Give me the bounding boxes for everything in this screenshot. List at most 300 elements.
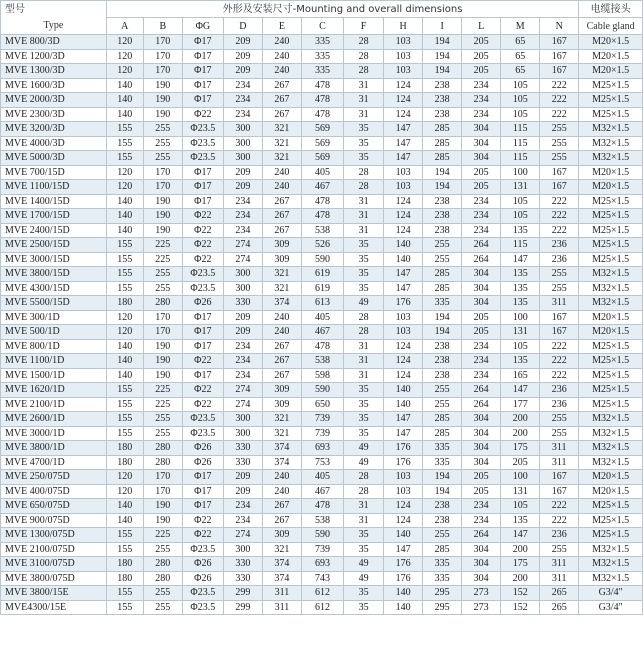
dimension-cell: 255 <box>540 412 579 427</box>
dimension-cell: 170 <box>143 165 182 180</box>
dimension-cell: 167 <box>540 310 579 325</box>
dimension-cell: Φ17 <box>182 499 223 514</box>
dimension-cell: 285 <box>423 542 462 557</box>
dimension-cell: 304 <box>462 136 501 151</box>
dimension-cell: 35 <box>344 542 384 557</box>
dimension-cell: 180 <box>106 557 143 572</box>
dimension-cell: 612 <box>301 586 343 601</box>
dimension-cell: 693 <box>301 441 343 456</box>
dimension-cell: 304 <box>462 122 501 137</box>
dimension-cell: 304 <box>462 412 501 427</box>
model-type-cell: MVE 2400/15D <box>1 223 107 238</box>
dimension-cell: 170 <box>143 325 182 340</box>
cable-gland-cell: M32×1.5 <box>579 557 643 572</box>
dimension-cell: 650 <box>301 397 343 412</box>
dimension-cell: 49 <box>344 571 384 586</box>
model-type-cell: MVE 500/1D <box>1 325 107 340</box>
dimension-cell: 147 <box>384 267 423 282</box>
model-type-cell: MVE 3800/15E <box>1 586 107 601</box>
dimension-cell: 35 <box>344 586 384 601</box>
dimension-cell: 274 <box>223 238 262 253</box>
dimension-cell: 35 <box>344 238 384 253</box>
dimension-cell: 240 <box>262 310 301 325</box>
dimension-cell: 405 <box>301 165 343 180</box>
dimension-cell: 115 <box>501 238 540 253</box>
dimension-cell: Φ26 <box>182 441 223 456</box>
dimension-cell: 304 <box>462 296 501 311</box>
dimension-cell: 170 <box>143 470 182 485</box>
dimension-cell: 240 <box>262 35 301 50</box>
dimension-cell: 478 <box>301 93 343 108</box>
model-type-cell: MVE 3000/15D <box>1 252 107 267</box>
dimension-cell: 190 <box>143 194 182 209</box>
dimension-cell: 238 <box>423 368 462 383</box>
model-type-cell: MVE 1100/1D <box>1 354 107 369</box>
dimension-cell: 265 <box>540 600 579 615</box>
dimension-cell: 120 <box>106 310 143 325</box>
dimension-cell: 267 <box>262 368 301 383</box>
dimension-cell: 209 <box>223 325 262 340</box>
cable-gland-cell: M32×1.5 <box>579 151 643 166</box>
dimension-cell: 234 <box>223 513 262 528</box>
dimension-cell: 478 <box>301 209 343 224</box>
dimension-cell: 65 <box>501 49 540 64</box>
dimension-cell: 103 <box>384 180 423 195</box>
cable-gland-cell: M20×1.5 <box>579 470 643 485</box>
table-row <box>1 383 643 398</box>
dimension-cell: 311 <box>540 455 579 470</box>
cable-gland-cell: M32×1.5 <box>579 267 643 282</box>
table-row <box>1 499 643 514</box>
dimension-cell: 255 <box>540 542 579 557</box>
dimension-cell: 236 <box>540 397 579 412</box>
dimension-cell: 238 <box>423 209 462 224</box>
dimension-cell: 124 <box>384 368 423 383</box>
dimension-cell: 120 <box>106 165 143 180</box>
dimension-cell: 569 <box>301 122 343 137</box>
dimension-cell: 155 <box>106 281 143 296</box>
table-row <box>1 455 643 470</box>
dimension-cell: 309 <box>262 528 301 543</box>
dimension-cell: 739 <box>301 426 343 441</box>
dimension-cell: 120 <box>106 470 143 485</box>
dimension-cell: 28 <box>344 165 384 180</box>
dimension-cell: 311 <box>262 586 301 601</box>
cable-gland-cell: M32×1.5 <box>579 122 643 137</box>
dimension-cell: 234 <box>462 194 501 209</box>
dimension-cell: 236 <box>540 528 579 543</box>
dimension-cell: 335 <box>423 557 462 572</box>
dimension-cell: 304 <box>462 455 501 470</box>
dimension-cell: 124 <box>384 194 423 209</box>
table-row <box>1 49 643 64</box>
dimension-cell: 274 <box>223 383 262 398</box>
dimension-cell: 374 <box>262 557 301 572</box>
dimension-cell: 285 <box>423 136 462 151</box>
type-header-cn: 型号 <box>1 1 107 18</box>
dimension-cell: 115 <box>501 151 540 166</box>
dimension-cell: 234 <box>223 223 262 238</box>
dimension-cell: 255 <box>143 426 182 441</box>
cable-gland-cell: M25×1.5 <box>579 223 643 238</box>
dimension-cell: 155 <box>106 542 143 557</box>
dimension-cell: 177 <box>501 397 540 412</box>
table-row <box>1 223 643 238</box>
table-row <box>1 571 643 586</box>
dimension-cell: Φ17 <box>182 194 223 209</box>
model-type-cell: MVE 3800/15D <box>1 267 107 282</box>
dimension-cell: Φ26 <box>182 296 223 311</box>
dimension-cell: 100 <box>501 165 540 180</box>
model-type-cell: MVE 2100/075D <box>1 542 107 557</box>
dimension-cell: 194 <box>423 310 462 325</box>
dimension-cell: 304 <box>462 441 501 456</box>
cable-gland-cell: M32×1.5 <box>579 136 643 151</box>
dimension-cell: 222 <box>540 339 579 354</box>
dimension-cell: 311 <box>540 296 579 311</box>
dimension-cell: 209 <box>223 35 262 50</box>
cable-gland-cell: M32×1.5 <box>579 455 643 470</box>
dimension-cell: 238 <box>423 194 462 209</box>
cable-gland-cell: M20×1.5 <box>579 165 643 180</box>
dimension-cell: 300 <box>223 151 262 166</box>
cable-gland-cell: M25×1.5 <box>579 339 643 354</box>
dimension-cell: Φ22 <box>182 223 223 238</box>
dimension-cell: 190 <box>143 339 182 354</box>
dimension-cell: 300 <box>223 426 262 441</box>
dimension-cell: 120 <box>106 49 143 64</box>
table-row <box>1 35 643 50</box>
dimension-cell: 175 <box>501 441 540 456</box>
model-type-cell: MVE 5000/3D <box>1 151 107 166</box>
dimension-cell: 105 <box>501 339 540 354</box>
dimension-cell: 209 <box>223 484 262 499</box>
dimension-cell: 167 <box>540 325 579 340</box>
dimension-cell: 255 <box>540 136 579 151</box>
dimension-cell: 538 <box>301 513 343 528</box>
dimension-cell: 147 <box>384 426 423 441</box>
dimension-cell: 330 <box>223 557 262 572</box>
dimension-cell: 140 <box>384 383 423 398</box>
dimension-cell: 209 <box>223 165 262 180</box>
table-row <box>1 354 643 369</box>
dimension-cell: 753 <box>301 455 343 470</box>
dimension-cell: 274 <box>223 252 262 267</box>
model-type-cell: MVE 1600/3D <box>1 78 107 93</box>
dimension-cell: 28 <box>344 310 384 325</box>
cable-gland-cell: G3/4" <box>579 586 643 601</box>
dimension-cell: 238 <box>423 107 462 122</box>
dimension-cell: 225 <box>143 238 182 253</box>
cable-gland-cell: M32×1.5 <box>579 441 643 456</box>
cable-gland-cell: M32×1.5 <box>579 296 643 311</box>
dimension-cell: 405 <box>301 310 343 325</box>
dimension-cell: 205 <box>462 325 501 340</box>
table-row <box>1 281 643 296</box>
dimension-cell: 300 <box>223 136 262 151</box>
dimension-cell: 240 <box>262 49 301 64</box>
cable-gland-cell: M20×1.5 <box>579 64 643 79</box>
dimension-cell: 103 <box>384 484 423 499</box>
dimension-cell: 35 <box>344 136 384 151</box>
dimension-cell: Φ17 <box>182 310 223 325</box>
table-row <box>1 470 643 485</box>
dimension-cell: 478 <box>301 107 343 122</box>
dimension-cell: 140 <box>106 194 143 209</box>
dimension-cell: 35 <box>344 281 384 296</box>
dimension-cell: 238 <box>423 223 462 238</box>
table-row <box>1 600 643 615</box>
dimension-cell: 234 <box>223 339 262 354</box>
dimension-cell: 105 <box>501 499 540 514</box>
dimension-cell: 300 <box>223 412 262 427</box>
dimension-cell: 35 <box>344 267 384 282</box>
dimension-cell: 280 <box>143 557 182 572</box>
dimension-cell: Φ23.5 <box>182 586 223 601</box>
dimension-cell: 274 <box>223 397 262 412</box>
dimension-cell: 120 <box>106 325 143 340</box>
table-row <box>1 557 643 572</box>
column-header: M <box>501 18 540 35</box>
table-row <box>1 542 643 557</box>
dimension-cell: 374 <box>262 441 301 456</box>
table-row <box>1 513 643 528</box>
dimension-cell: 590 <box>301 528 343 543</box>
dimension-cell: Φ17 <box>182 78 223 93</box>
dimension-cell: 267 <box>262 93 301 108</box>
model-type-cell: MVE 3100/075D <box>1 557 107 572</box>
dimension-cell: Φ22 <box>182 513 223 528</box>
dimension-cell: 311 <box>540 441 579 456</box>
dimension-cell: 311 <box>540 557 579 572</box>
dimension-cell: 200 <box>501 571 540 586</box>
table-row <box>1 339 643 354</box>
dimension-cell: 238 <box>423 78 462 93</box>
cable-gland-header-en: Cable gland <box>579 18 643 35</box>
dimension-cell: 538 <box>301 223 343 238</box>
dimension-cell: 304 <box>462 426 501 441</box>
dimension-cell: 255 <box>423 252 462 267</box>
dimension-cell: Φ23.5 <box>182 600 223 615</box>
dimension-cell: 304 <box>462 267 501 282</box>
model-type-cell: MVE 2600/1D <box>1 412 107 427</box>
dimension-cell: 569 <box>301 151 343 166</box>
dimension-cell: 335 <box>423 296 462 311</box>
dimension-cell: 140 <box>106 93 143 108</box>
dimension-cell: 65 <box>501 64 540 79</box>
dimension-cell: 31 <box>344 209 384 224</box>
dimension-cell: 280 <box>143 441 182 456</box>
dimension-cell: 124 <box>384 354 423 369</box>
dimension-cell: 619 <box>301 267 343 282</box>
dimension-cell: 194 <box>423 165 462 180</box>
dimension-cell: 267 <box>262 194 301 209</box>
table-row <box>1 64 643 79</box>
dimension-cell: 176 <box>384 296 423 311</box>
dimension-cell: 31 <box>344 194 384 209</box>
dimension-cell: 225 <box>143 383 182 398</box>
dimension-cell: 120 <box>106 180 143 195</box>
model-type-cell: MVE 300/1D <box>1 310 107 325</box>
dimension-cell: 194 <box>423 35 462 50</box>
cable-gland-cell: M32×1.5 <box>579 571 643 586</box>
dimension-cell: 190 <box>143 513 182 528</box>
dimension-cell: 135 <box>501 354 540 369</box>
dimension-cell: 194 <box>423 470 462 485</box>
dimension-cell: 176 <box>384 571 423 586</box>
dimension-cell: 467 <box>301 484 343 499</box>
dimension-cell: 267 <box>262 513 301 528</box>
dimension-cell: 49 <box>344 441 384 456</box>
table-row <box>1 122 643 137</box>
cable-gland-cell: M25×1.5 <box>579 397 643 412</box>
dimension-cell: 180 <box>106 571 143 586</box>
dimension-cell: 140 <box>384 528 423 543</box>
dimension-cell: 155 <box>106 397 143 412</box>
cable-gland-cell: M25×1.5 <box>579 528 643 543</box>
dimension-cell: 170 <box>143 310 182 325</box>
dimension-cell: Φ26 <box>182 557 223 572</box>
dimension-cell: Φ23.5 <box>182 542 223 557</box>
dimension-cell: 31 <box>344 107 384 122</box>
dimension-cell: 120 <box>106 484 143 499</box>
dimension-cell: 255 <box>143 412 182 427</box>
dimension-cell: 321 <box>262 426 301 441</box>
dimension-cell: 222 <box>540 209 579 224</box>
dimension-cell: 190 <box>143 78 182 93</box>
cable-gland-cell: M20×1.5 <box>579 325 643 340</box>
dimension-cell: 135 <box>501 513 540 528</box>
cable-gland-cell: M20×1.5 <box>579 49 643 64</box>
dimension-cell: 140 <box>106 78 143 93</box>
table-row <box>1 93 643 108</box>
dimension-cell: 28 <box>344 35 384 50</box>
dimension-cell: 267 <box>262 499 301 514</box>
dimension-cell: 155 <box>106 383 143 398</box>
dimension-cell: 264 <box>462 383 501 398</box>
dimension-cell: 405 <box>301 470 343 485</box>
dimension-cell: 140 <box>106 107 143 122</box>
dimension-cell: 321 <box>262 122 301 137</box>
cable-gland-cell: M25×1.5 <box>579 368 643 383</box>
dimension-cell: 124 <box>384 513 423 528</box>
dimension-cell: 598 <box>301 368 343 383</box>
model-type-cell: MVE 4000/3D <box>1 136 107 151</box>
model-type-cell: MVE 2300/3D <box>1 107 107 122</box>
table-row <box>1 267 643 282</box>
dimension-cell: Φ17 <box>182 93 223 108</box>
dimension-cell: 264 <box>462 397 501 412</box>
dimension-cell: Φ23.5 <box>182 267 223 282</box>
dimension-cell: 124 <box>384 78 423 93</box>
dimension-cell: 238 <box>423 93 462 108</box>
model-type-cell: MVE 650/075D <box>1 499 107 514</box>
model-type-cell: MVE 2100/1D <box>1 397 107 412</box>
dimension-cell: 265 <box>540 586 579 601</box>
dimension-cell: 304 <box>462 542 501 557</box>
column-header: A <box>106 18 143 35</box>
table-row <box>1 209 643 224</box>
dimension-cell: 267 <box>262 354 301 369</box>
dimension-cell: 222 <box>540 223 579 238</box>
dimension-cell: Φ22 <box>182 354 223 369</box>
dimension-cell: 619 <box>301 281 343 296</box>
dimension-cell: 205 <box>462 470 501 485</box>
dimension-cell: 280 <box>143 296 182 311</box>
dimension-cell: 274 <box>223 528 262 543</box>
dimension-cell: 267 <box>262 209 301 224</box>
table-body <box>1 35 643 615</box>
dimension-cell: 374 <box>262 455 301 470</box>
dimension-cell: 135 <box>501 267 540 282</box>
dimension-cell: 167 <box>540 470 579 485</box>
dimension-cell: 374 <box>262 571 301 586</box>
dimension-cell: 140 <box>106 339 143 354</box>
dimension-cell: Φ17 <box>182 165 223 180</box>
cable-gland-cell: M20×1.5 <box>579 35 643 50</box>
dimension-cell: Φ22 <box>182 107 223 122</box>
dimension-cell: 175 <box>501 557 540 572</box>
dimension-cell: 335 <box>301 64 343 79</box>
dimension-cell: 124 <box>384 339 423 354</box>
dimension-cell: 467 <box>301 325 343 340</box>
table-row <box>1 194 643 209</box>
dimension-cell: Φ17 <box>182 470 223 485</box>
dimension-cell: 335 <box>301 35 343 50</box>
cable-gland-cell: M25×1.5 <box>579 238 643 253</box>
dimension-cell: Φ22 <box>182 238 223 253</box>
dimension-cell: 140 <box>106 354 143 369</box>
dimension-cell: 267 <box>262 223 301 238</box>
dimension-cell: 35 <box>344 397 384 412</box>
model-type-cell: MVE 4700/1D <box>1 455 107 470</box>
dimension-cell: 222 <box>540 107 579 122</box>
dimension-cell: 240 <box>262 325 301 340</box>
dimension-cell: 222 <box>540 93 579 108</box>
dimension-cell: 155 <box>106 122 143 137</box>
cable-gland-cell: M25×1.5 <box>579 383 643 398</box>
dimension-cell: 100 <box>501 310 540 325</box>
dimension-cell: 280 <box>143 571 182 586</box>
dimension-cell: Φ17 <box>182 339 223 354</box>
dimension-cell: 255 <box>143 136 182 151</box>
dimension-cell: 49 <box>344 557 384 572</box>
cable-gland-cell: M20×1.5 <box>579 180 643 195</box>
dimension-cell: 264 <box>462 528 501 543</box>
model-type-cell: MVE 5500/15D <box>1 296 107 311</box>
model-type-cell: MVE 700/15D <box>1 165 107 180</box>
dimension-cell: 321 <box>262 136 301 151</box>
dimension-cell: 176 <box>384 455 423 470</box>
model-type-cell: MVE 400/075D <box>1 484 107 499</box>
dimension-cell: 105 <box>501 107 540 122</box>
dimension-cell: 693 <box>301 557 343 572</box>
dimension-cell: 300 <box>223 281 262 296</box>
dimension-cell: 304 <box>462 571 501 586</box>
dimension-cell: Φ17 <box>182 180 223 195</box>
dimension-cell: Φ17 <box>182 64 223 79</box>
table-row <box>1 180 643 195</box>
table-row <box>1 441 643 456</box>
dimension-cell: Φ22 <box>182 383 223 398</box>
dimension-cell: 467 <box>301 180 343 195</box>
dimension-cell: 205 <box>462 64 501 79</box>
dimension-cell: 31 <box>344 513 384 528</box>
model-type-cell: MVE 1300/3D <box>1 64 107 79</box>
dimension-cell: 31 <box>344 339 384 354</box>
dimension-cell: 285 <box>423 412 462 427</box>
dimension-cell: 31 <box>344 368 384 383</box>
